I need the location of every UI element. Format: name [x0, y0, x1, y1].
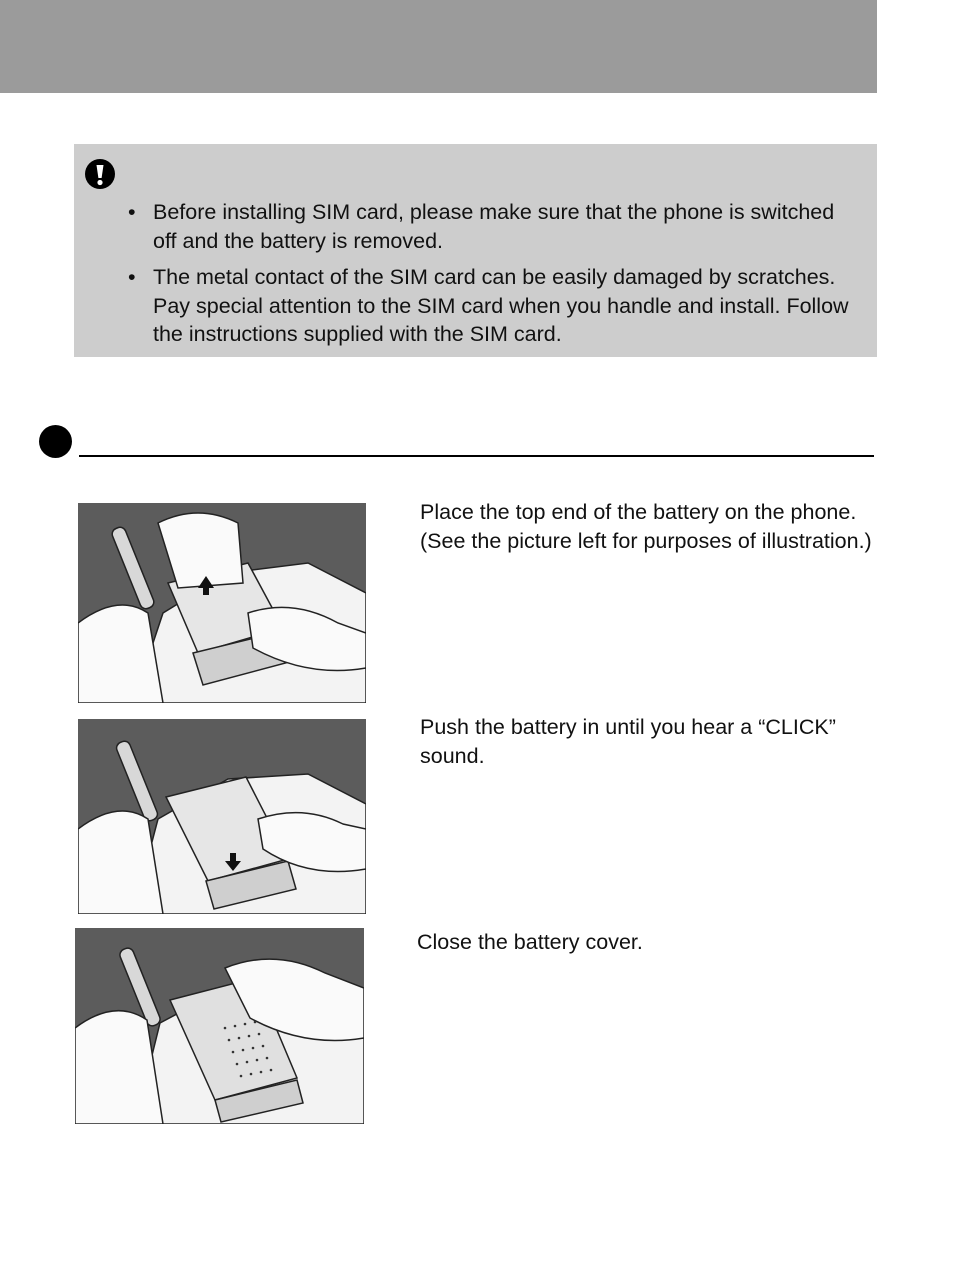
battery-cover-illustration [75, 928, 364, 1124]
caution-item [128, 198, 858, 255]
caution-text: The metal contact of the SIM card can be easily damaged by scratches. Pay special attention to the SIM card when you handle and install. Follow the instructions supplied with the SIM card. [153, 265, 849, 346]
section-divider [79, 455, 874, 457]
caution-list [128, 198, 858, 357]
step-instruction: Place the top end of the battery on the phone. (See the picture left for purposes of illustration.) [420, 500, 872, 553]
bullet: • [128, 265, 136, 289]
step-instruction: Push the battery in until you hear a “CLICK” sound. [420, 715, 836, 768]
battery-push-illustration [78, 719, 366, 914]
exclamation-icon [84, 158, 116, 190]
bullet: • [128, 200, 136, 224]
battery-placement-illustration [78, 503, 366, 703]
caution-item [128, 263, 858, 349]
step-instruction: Close the battery cover. [417, 930, 643, 954]
section-marker [39, 425, 72, 458]
header-band [0, 0, 877, 93]
caution-text: Before installing SIM card, please make sure that the phone is switched off and the battery is removed. [153, 200, 835, 253]
